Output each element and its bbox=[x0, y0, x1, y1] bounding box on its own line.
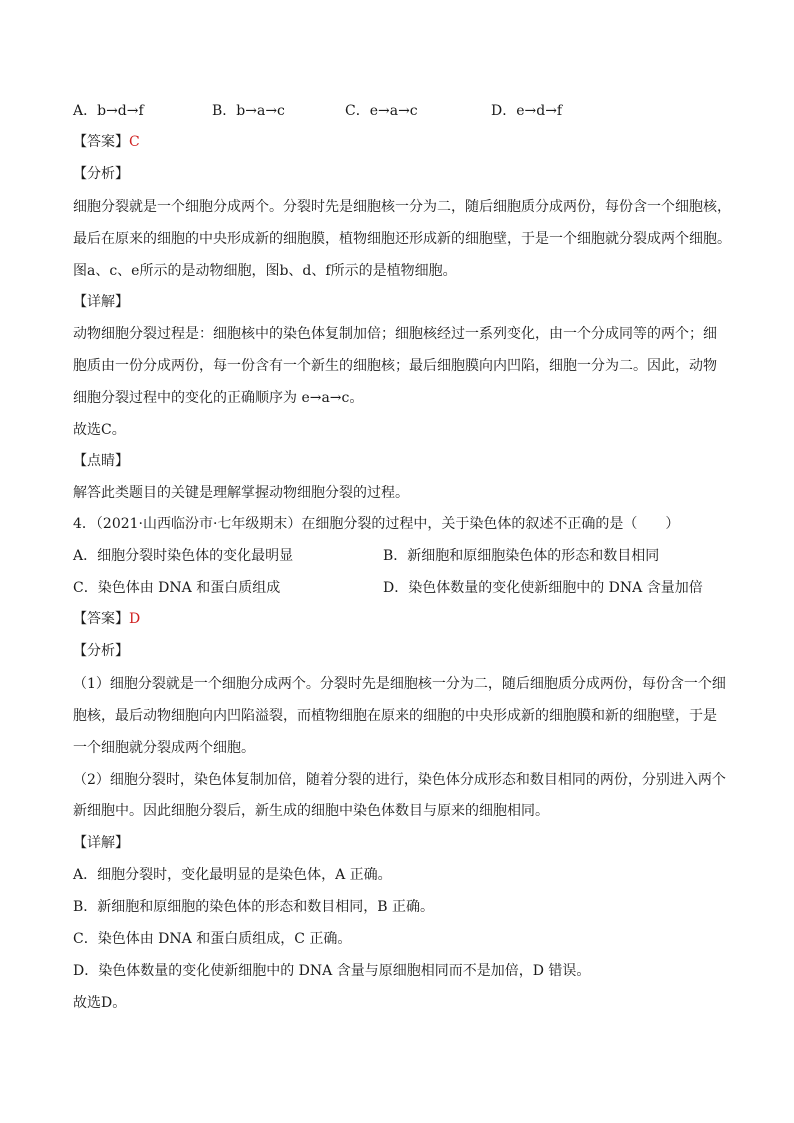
q3-option-a: A．b→d→f bbox=[73, 103, 144, 119]
q4-analysis-line: （1）细胞分裂就是一个细胞分成两个。分裂时先是细胞核一分为二，随后细胞质分成两份，每份含一个细 bbox=[73, 676, 726, 692]
q4-detail-line: C．染色体由 DNA 和蛋白质组成，C 正确。 bbox=[73, 931, 352, 947]
q4-option-d: D．染色体数量的变化使新细胞中的 DNA 含量加倍 bbox=[383, 580, 703, 596]
q3-comment-label: 【点睛】 bbox=[73, 453, 129, 469]
q3-detail-line: 细胞分裂过程中的变化的正确顺序为 e→a→c。 bbox=[73, 390, 364, 406]
q4-detail-line: A．细胞分裂时，变化最明显的是染色体，A 正确。 bbox=[73, 867, 392, 883]
q3-answer bbox=[73, 132, 140, 152]
answer-label: 【答案】 bbox=[73, 134, 129, 150]
q3-conclusion: 故选C。 bbox=[73, 422, 126, 438]
q4-detail-label: 【详解】 bbox=[73, 835, 129, 851]
q4-detail-line: B．新细胞和原细胞的染色体的形态和数目相同，B 正确。 bbox=[73, 899, 435, 915]
q4-option-b: B．新细胞和原细胞染色体的形态和数目相同 bbox=[383, 548, 660, 564]
q3-detail-line: 动物细胞分裂过程是：细胞核中的染色体复制加倍；细胞核经过一系列变化，由一个分成同等的两个；细 bbox=[73, 326, 717, 342]
q4-conclusion: 故选D。 bbox=[73, 995, 127, 1011]
answer-value: D bbox=[129, 611, 141, 627]
q3-analysis-line: 细胞分裂就是一个细胞分成两个。分裂时先是细胞核一分为二，随后细胞质分成两份，每份含一个细胞核， bbox=[73, 199, 731, 215]
q3-option-c: C．e→a→c bbox=[345, 103, 418, 119]
q4-detail-line: D．染色体数量的变化使新细胞中的 DNA 含量与原细胞相同而不是加倍，D 错误。 bbox=[73, 963, 591, 979]
q4-analysis-line: 一个细胞就分裂成两个细胞。 bbox=[73, 740, 255, 756]
q3-option-b: B．b→a→c bbox=[212, 103, 285, 119]
q4-analysis-line: 新细胞中。因此细胞分裂后，新生成的细胞中染色体数目与原来的细胞相同。 bbox=[73, 803, 549, 819]
q4-answer bbox=[73, 609, 140, 629]
answer-label: 【答案】 bbox=[73, 611, 129, 627]
q3-option-d: D．e→d→f bbox=[491, 103, 563, 119]
q4-analysis-line: （2）细胞分裂时，染色体复制加倍，随着分裂的进行，染色体分成形态和数目相同的两份，分别进入两个 bbox=[73, 772, 726, 788]
q3-analysis-label: 【分析】 bbox=[73, 166, 129, 182]
q3-analysis-line: 最后在原来的细胞的中央形成新的细胞膜，植物细胞还形成新的细胞壁，于是一个细胞就分裂成两个细胞。 bbox=[73, 231, 731, 247]
q4-option-a: A．细胞分裂时染色体的变化最明显 bbox=[73, 548, 294, 564]
q4-stem: 4．（2021·山西临汾市·七年级期末）在细胞分裂的过程中，关于染色体的叙述不正确的是（ ） bbox=[73, 516, 680, 532]
q4-option-c: C．染色体由 DNA 和蛋白质组成 bbox=[73, 580, 281, 596]
q3-analysis-line: 图a、c、e所示的是动物细胞，图b、d、f所示的是植物细胞。 bbox=[73, 263, 457, 279]
q4-analysis-label: 【分析】 bbox=[73, 643, 129, 659]
q3-detail-line: 胞质由一份分成两份，每一份含有一个新生的细胞核；最后细胞膜向内凹陷，细胞一分为二。因此，动物 bbox=[73, 358, 717, 374]
q4-analysis-line: 胞核，最后动物细胞向内凹陷溢裂，而植物细胞在原来的细胞的中央形成新的细胞膜和新的细胞壁，于是 bbox=[73, 708, 717, 724]
q3-detail-label: 【详解】 bbox=[73, 294, 129, 310]
q3-comment-text: 解答此类题目的关键是理解掌握动物细胞分裂的过程。 bbox=[73, 485, 409, 501]
answer-value: C bbox=[129, 134, 140, 150]
